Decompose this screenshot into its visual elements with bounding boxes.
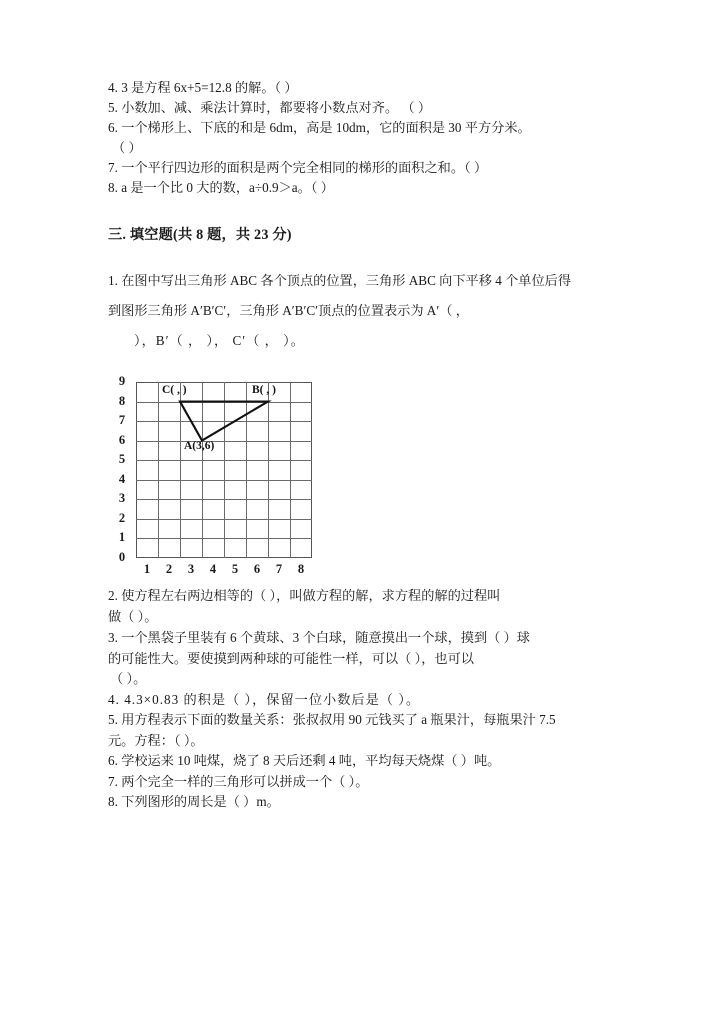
section-heading-fill-in-blanks: 三. 填空题(共 8 题，共 23 分) <box>108 227 292 243</box>
question-7 <box>108 772 620 793</box>
coordinate-grid-figure <box>114 370 329 576</box>
x-axis-label-8: 8 <box>297 562 305 576</box>
y-axis-label-4: 4 <box>118 471 126 486</box>
true-false-section <box>108 78 620 198</box>
y-axis-label-2: 2 <box>118 510 126 525</box>
y-axis-label-0: 0 <box>118 549 126 564</box>
tf-item-6-continuation: （ ） <box>112 140 142 155</box>
question-3-line-1: 3. 一个黑袋子里装有 6 个黄球、3 个白球，随意摸出一个球，摸到（ ）球 <box>108 630 530 645</box>
y-axis-label-9: 9 <box>118 374 126 388</box>
y-axis-label-8: 8 <box>118 393 126 408</box>
vertex-label-C: C( , ) <box>162 384 187 396</box>
tf-item-6: 6. 一个梯形上、下底的和是 6dm，高是 10dm，它的面积是 30 平方分米。 <box>108 120 531 135</box>
question-3-line-3: （ ）。 <box>110 671 147 686</box>
vertex-label-B: B( , ) <box>252 384 276 396</box>
x-axis-label-7: 7 <box>275 562 283 576</box>
question-1-line-3: ），B′（ ， ）， C′（ ， ）。 <box>134 333 305 348</box>
y-axis-label-3: 3 <box>118 491 126 505</box>
y-axis-label-5: 5 <box>118 452 126 466</box>
y-axis-label-7: 7 <box>118 413 126 427</box>
tf-item-5: 5. 小数加、减、乘法计算时，都要将小数点对齐。 （ ） <box>108 100 432 115</box>
y-axis-label-6: 6 <box>118 432 126 447</box>
tf-item-4: 4. 3 是方程 6x+5=12.8 的解。（ ） <box>108 80 298 95</box>
question-3-line-2: 的可能性大。要使摸到两种球的可能性一样，可以（ ），也可以 <box>108 650 474 666</box>
question-5-line-2: 元。方程：（ ）。 <box>108 732 204 748</box>
question-5 <box>108 710 620 751</box>
question-1-line-1: 1. 在图中写出三角形 ABC 各个顶点的位置，三角形 ABC 向下平移 4 个单位后得 <box>108 273 572 288</box>
x-axis-label-6: 6 <box>253 562 261 576</box>
question-8-line-1: 8. 下列图形的周长是（ ）m。 <box>108 794 280 809</box>
grid-wrapper <box>118 374 312 576</box>
x-axis-label-5: 5 <box>231 562 239 576</box>
x-axis-label-3: 3 <box>187 562 195 576</box>
question-6 <box>108 751 620 772</box>
fill-in-blank-questions <box>108 586 620 813</box>
page-content <box>108 78 620 813</box>
question-1 <box>108 266 620 356</box>
question-1-line-2: 到图形三角形 A′B′C′，三角形 A′B′C′顶点的位置表示为 A′（ ， <box>108 303 469 318</box>
question-4 <box>108 690 620 711</box>
tf-item-7: 7. 一个平行四边形的面积是两个完全相同的梯形的面积之和。（ ） <box>108 160 488 175</box>
question-5-line-1: 5. 用方程表示下面的数量关系：张叔叔用 90 元钱买了 a 瓶果汁，每瓶果汁 7.5 <box>108 712 556 727</box>
question-4-line-1: 4. 4.3×0.83 的积是（ ），保留一位小数后是（ ）。 <box>108 691 421 707</box>
question-8 <box>108 792 620 813</box>
y-axis-label-1: 1 <box>118 530 126 544</box>
question-6-line-1: 6. 学校运来 10 吨煤，烧了 8 天后还剩 4 吨，平均每天烧煤（ ）吨。 <box>108 753 501 768</box>
vertex-label-A: A(3,6) <box>184 440 215 452</box>
question-7-line-1: 7. 两个完全一样的三角形可以拼成一个（ ）。 <box>108 773 369 789</box>
question-2 <box>108 586 620 627</box>
x-axis-label-1: 1 <box>143 562 151 576</box>
x-axis-label-2: 2 <box>165 562 173 576</box>
x-axis-label-4: 4 <box>209 562 217 576</box>
question-2-line-2: 做（ ）。 <box>108 608 158 624</box>
question-2-line-1: 2. 使方程左右两边相等的（ ），叫做方程的解，求方程的解的过程叫 <box>108 588 501 603</box>
tf-item-8: 8. a 是一个比 0 大的数，a÷0.9＞a。（ ） <box>108 180 334 195</box>
question-3 <box>108 628 620 690</box>
triangle-shape <box>136 382 312 558</box>
